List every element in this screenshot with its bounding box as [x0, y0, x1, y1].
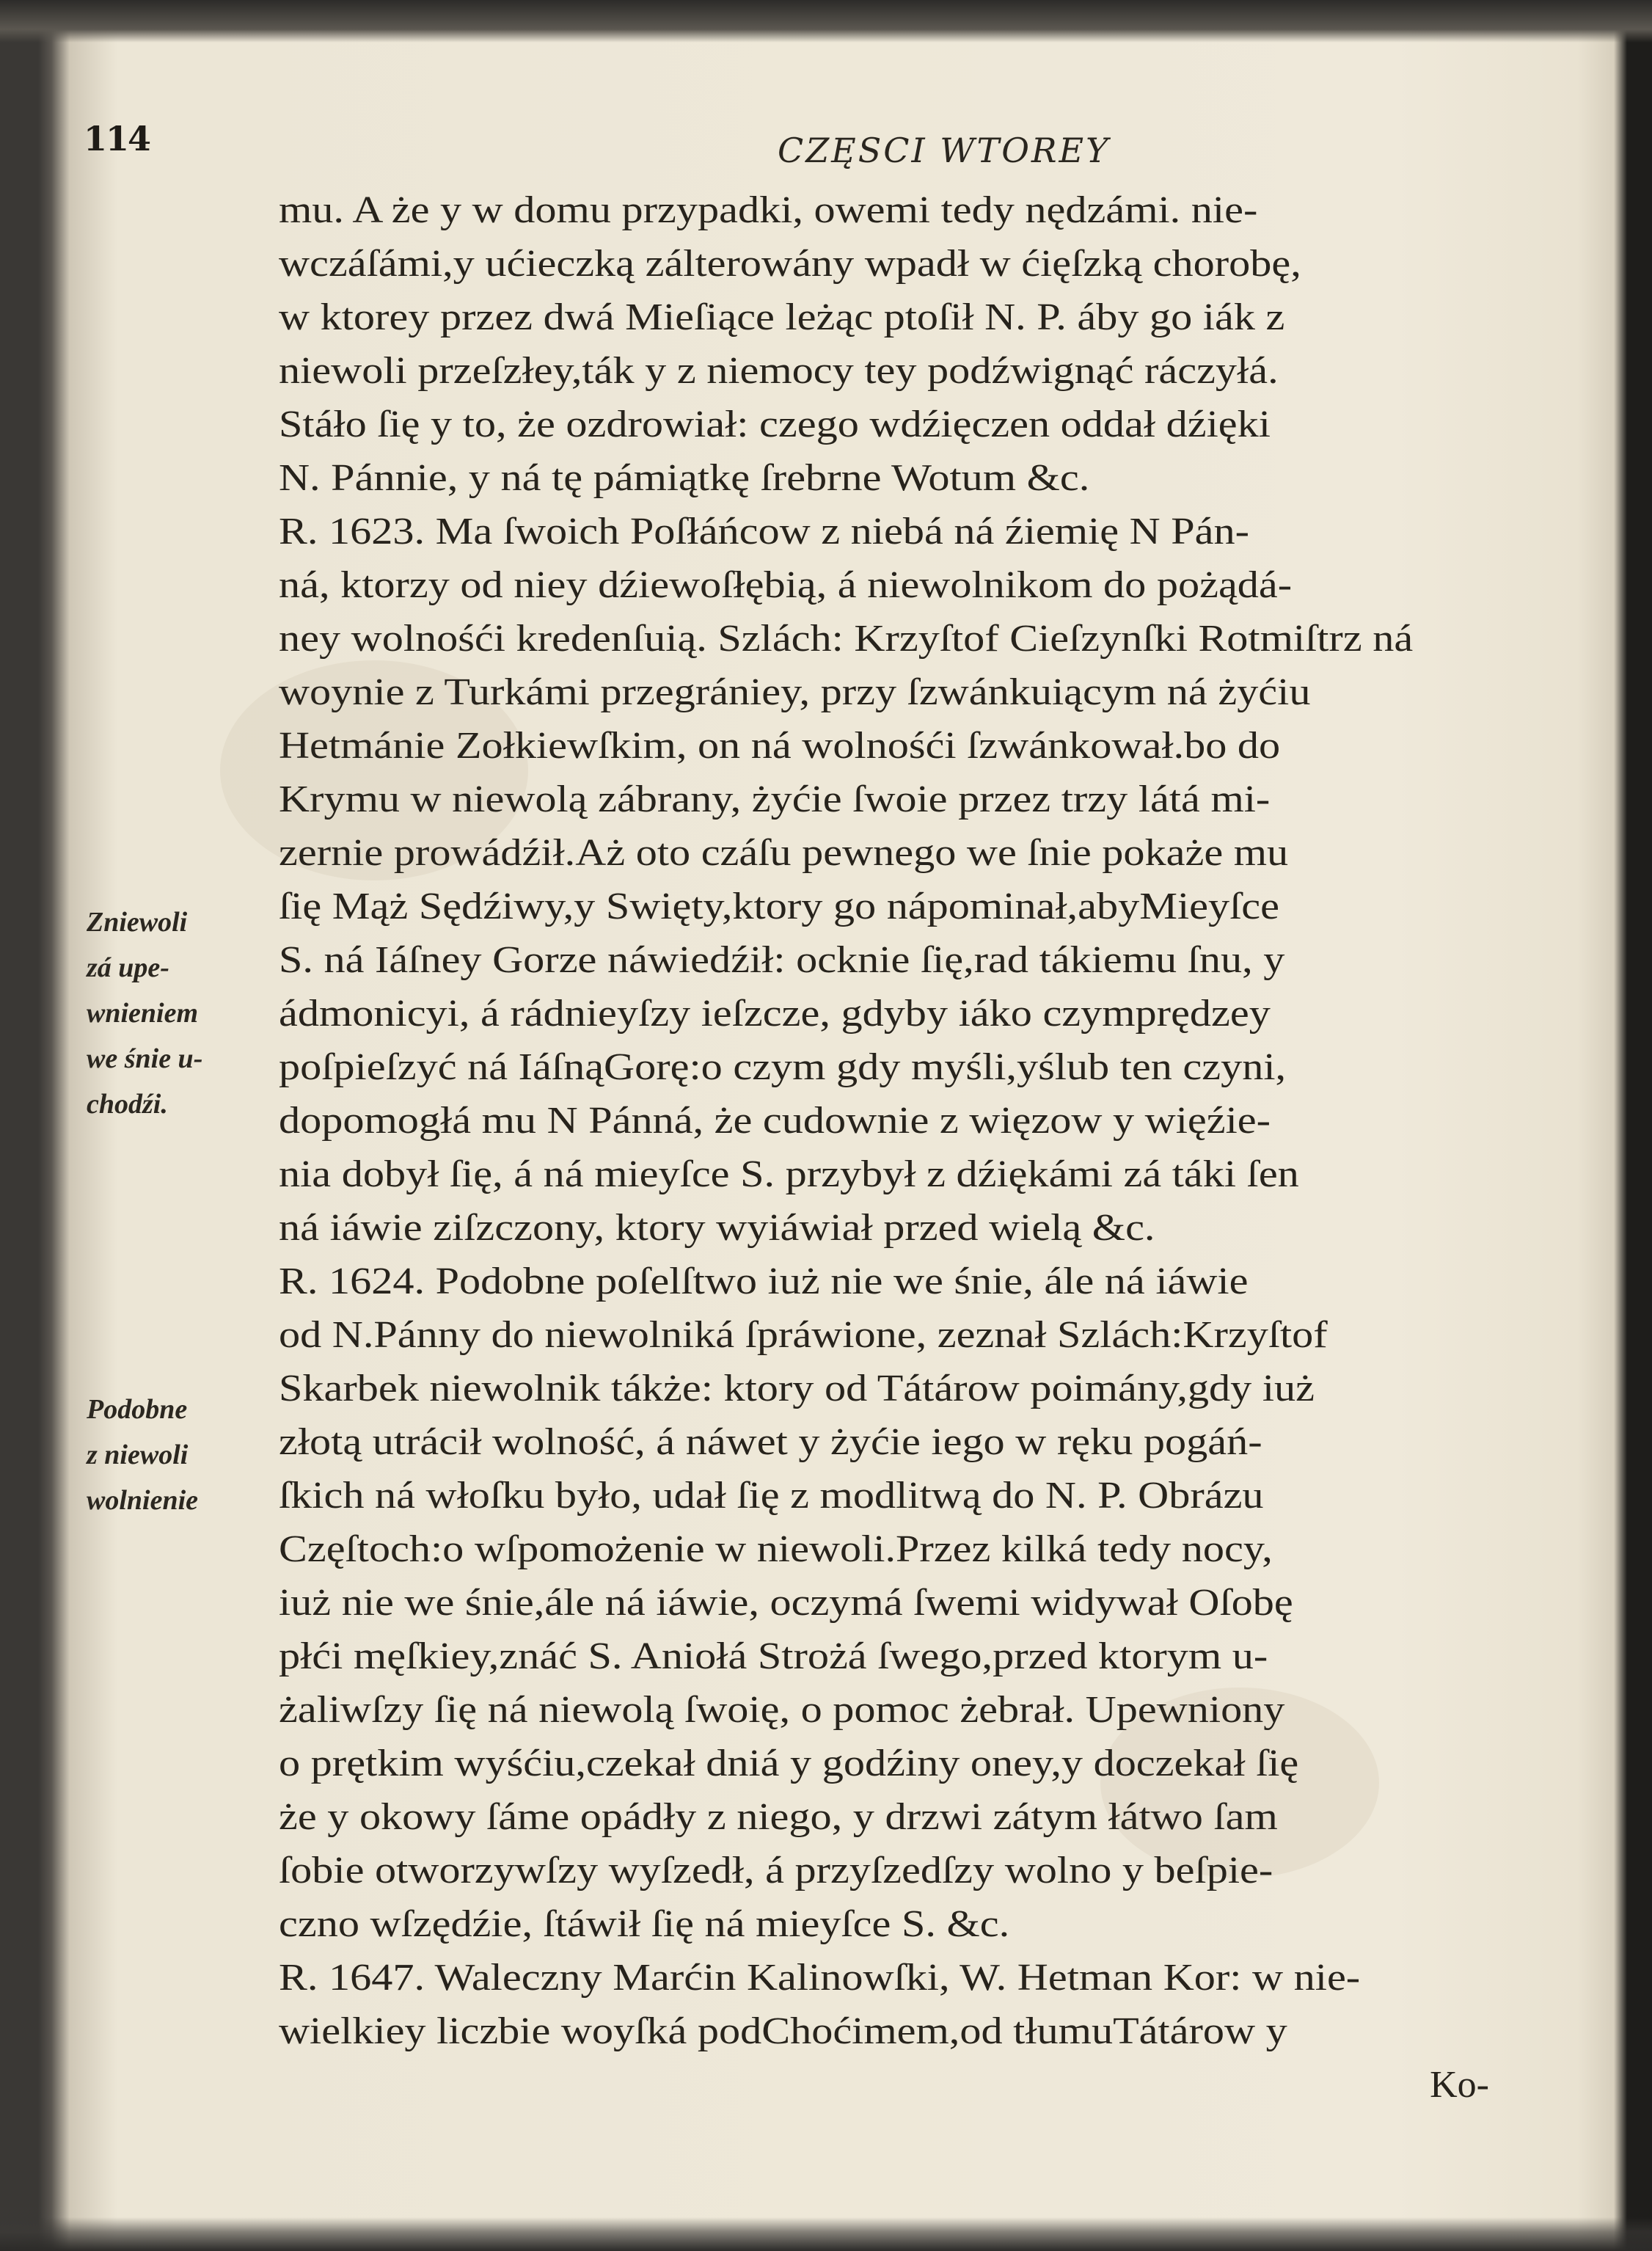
text-line: Hetmánie Zołkiewſkim, on ná wolnośći ſzwánkował.bo do: [279, 725, 1281, 767]
text-line: wczáſámi,y ućieczką zálterowány wpadł w ćięſzką chorobę,: [279, 243, 1301, 285]
text-line: R. 1624. Podobne poſelſtwo iuż nie we śnie, ále ná iáwie: [279, 1261, 1249, 1302]
text-line: ſkich ná włoſku było, udał ſię z modlitwą do N. P. Obrázu: [279, 1475, 1264, 1517]
margin-note-captivity-dream: [87, 900, 277, 1127]
text-line: Skarbek niewolnik tákże: ktory od Tátárow poimány,gdy iuż: [279, 1368, 1315, 1409]
text-line: Częſtoch:o wſpomożenie w niewoli.Przez kilká tedy nocy,: [279, 1528, 1273, 1570]
text-line: dopomogłá mu N Pánná, że cudownie z więzow y więźie-: [279, 1100, 1271, 1142]
text-line: o prętkim wyśćiu,czekał dniá y godźiny oney,y doczekał ſię: [279, 1743, 1299, 1784]
text-line: mu. A że y w domu przypadki, owemi tedy nędzámi. nie-: [279, 189, 1258, 231]
text-line: żaliwſzy ſię ná niewolą ſwoię, o pomoc żebrał. Upewniony: [279, 1689, 1285, 1731]
text-line: ná iáwie ziſzczony, ktory wyiáwiał przed wielą &c.: [279, 1207, 1155, 1249]
margin-note-similar-release: [87, 1387, 277, 1523]
text-line: Stáło ſię y to, że ozdrowiał: czego wdźięczen oddał dźięki: [279, 404, 1271, 445]
text-line: R. 1623. Ma ſwoich Poſłáńcow z niebá ná źiemię N Pán-: [279, 511, 1250, 552]
text-line: płći męſkiey,znáć S. Aniołá Strożá ſwego,przed ktorym u-: [279, 1635, 1268, 1677]
text-line: iuż nie we śnie,ále ná iáwie, oczymá ſwemi widywał Oſobę: [279, 1582, 1293, 1624]
text-line: ná, ktorzy od niey dźiewoſłębią, á niewolnikom do pożądá-: [279, 564, 1293, 606]
text-line: od N.Pánny do niewolniká ſpráwione, zeznał Szlách:Krzyſtof: [279, 1314, 1328, 1356]
margin-note-line: Zniewoli: [87, 907, 188, 938]
text-line: że y okowy ſáme opádły z niego, y drzwi zátym łátwo ſam: [279, 1796, 1278, 1838]
text-line: wielkiey liczbie woyſká podChoćimem,od tłumuTátárow y: [279, 2010, 1287, 2052]
text-line: zernie prowádźił.Aż oto czáſu pewnego we ſnie pokaże mu: [279, 832, 1289, 874]
margin-note-line: z niewoli: [87, 1440, 189, 1470]
text-line: ney wolnośći kredenſuią. Szlách: Krzyſtof Cieſzynſki Rotmiſtrz ná: [279, 618, 1414, 660]
margin-note-line: Podobne: [87, 1394, 188, 1425]
running-head: CZĘSCI WTOREY: [778, 131, 1111, 170]
text-line: ſię Mąż Sędźiwy,y Swięty,ktory go nápominał,abyMieyſce: [279, 886, 1280, 927]
text-line: woynie z Turkámi przegrániey, przy ſzwánkuiącym ná żyćiu: [279, 671, 1311, 713]
text-line: ádmonicyi, á rádnieyſzy ieſzcze, gdyby iáko czymprędzey: [279, 993, 1271, 1035]
text-line: N. Pánnie, y ná tę pámiątkę ſrebrne Wotum &c.: [279, 457, 1090, 499]
margin-note-line: we śnie u-: [87, 1043, 203, 1074]
text-line: w ktorey przez dwá Mieſiące leżąc ptoſił N. P. áby go iák z: [279, 296, 1285, 338]
text-line: złotą utrácił wolność, á náwet y żyćie iego w ręku pogáń-: [279, 1421, 1262, 1463]
margin-note-line: zá upe-: [87, 952, 169, 983]
margin-note-line: wnieniem: [87, 998, 199, 1029]
text-line: R. 1647. Waleczny Marćin Kalinowſki, W. Hetman Kor: w nie-: [279, 1957, 1361, 1999]
page-number: 114: [84, 119, 150, 158]
margin-note-line: wolnienie: [87, 1485, 199, 1516]
margin-note-line: chodźi.: [87, 1089, 168, 1120]
body-text: [279, 183, 1511, 2112]
text-line: S. ná Iáſney Gorze náwiedźił: ocknie ſię,rad tákiemu ſnu, y: [279, 939, 1285, 981]
text-line: poſpieſzyć ná IáſnąGorę:o czym gdy myśli,yślub ten czyni,: [279, 1046, 1287, 1088]
text-line: ſobie otworzywſzy wyſzedł, á przyſzedſzy wolno y beſpie-: [279, 1850, 1273, 1891]
text-line: czno wſzędźie, ſtáwił ſię ná mieyſce S. &c.: [279, 1903, 1010, 1945]
catchword: Ko-: [1430, 2064, 1489, 2106]
text-line: nia dobył ſię, á ná mieyſce S. przybył z dźiękámi zá táki ſen: [279, 1153, 1299, 1195]
text-line: Krymu w niewolą zábrany, żyćie ſwoie przez trzy látá mi-: [279, 778, 1271, 820]
text-line: niewoli przeſzłey,ták y z niemocy tey podźwignąć ráczyłá.: [279, 350, 1279, 392]
